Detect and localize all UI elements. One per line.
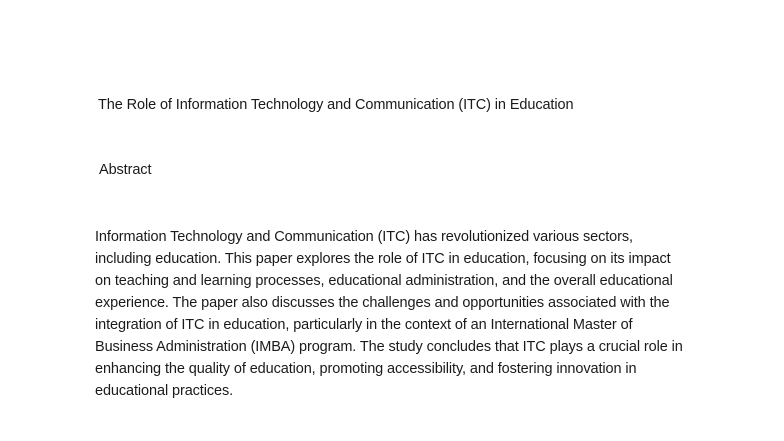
abstract-line: on teaching and learning processes, educational administration, and the overall educational	[95, 273, 673, 289]
abstract-line: integration of ITC in education, particularly in the context of an International Master of	[95, 317, 633, 333]
abstract-line: enhancing the quality of education, promoting accessibility, and fostering innovation in	[95, 361, 637, 377]
abstract-heading: Abstract	[99, 162, 152, 178]
abstract-line: Business Administration (IMBA) program. The study concludes that ITC plays a crucial role in	[95, 339, 683, 355]
abstract-line: Information Technology and Communication (ITC) has revolutionized various sectors,	[95, 229, 633, 245]
abstract-body	[95, 226, 695, 402]
abstract-line: including education. This paper explores the role of ITC in education, focusing on its impact	[95, 251, 671, 267]
abstract-line: experience. The paper also discusses the challenges and opportunities associated with the	[95, 295, 670, 311]
abstract-line: educational practices.	[95, 383, 234, 399]
document-title: The Role of Information Technology and Communication (ITC) in Education	[98, 97, 574, 113]
